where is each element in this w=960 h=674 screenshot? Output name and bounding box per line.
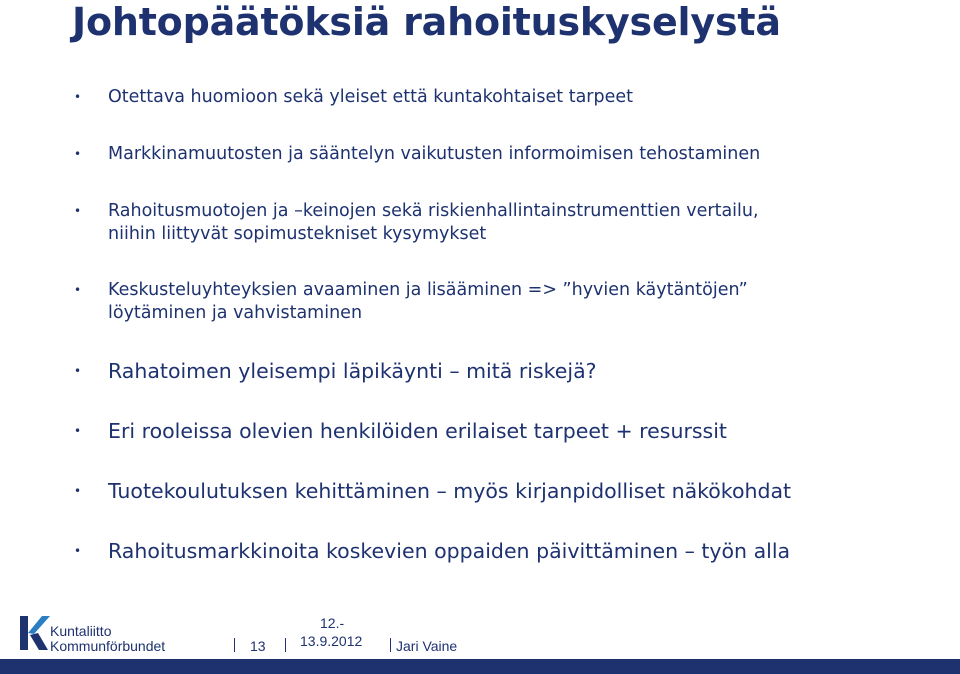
footer-separator: [285, 638, 286, 652]
bullet-text: Otettava huomioon sekä yleiset että kuntakohtaiset tarpeet: [108, 87, 633, 107]
bullet-text: Markkinamuutosten ja sääntelyn vaikutusten informoimisen tehostaminen: [108, 144, 761, 164]
logo-line2: Kommunförbundet: [50, 638, 166, 654]
date-line2: 13.9.2012: [300, 633, 363, 649]
date-line1: 12.-: [320, 615, 345, 631]
bullet-icon: •: [74, 204, 82, 218]
bullet-text: Keskusteluyhteyksien avaaminen ja lisääminen => ”hyvien käytäntöjen”: [108, 280, 748, 300]
footer-bar: [0, 659, 960, 674]
bullet-icon: •: [74, 147, 82, 161]
bullet-text: löytäminen ja vahvistaminen: [108, 303, 363, 323]
bullet-text: Tuotekoulutuksen kehittäminen – myös kirjanpidolliset näkökohdat: [108, 479, 792, 503]
bullet-text: Rahoitusmuotojen ja –keinojen sekä riskienhallintainstrumenttien vertailu,: [108, 201, 759, 221]
slide-title: Johtopäätöksiä rahoituskyselystä: [72, 0, 781, 44]
logo-line1: Kuntaliitto: [50, 623, 112, 639]
bullet-item: [74, 86, 633, 109]
logo-text: [50, 624, 165, 654]
bullet-text: Eri rooleissa olevien henkilöiden erilaiset tarpeet + resurssit: [108, 419, 727, 443]
bullet-text: niihin liittyvät sopimustekniset kysymykset: [108, 224, 487, 244]
bullet-item: [74, 279, 748, 325]
bullet-icon: •: [74, 544, 82, 558]
bullet-text: Rahatoimen yleisempi läpikäynti – mitä riskejä?: [108, 359, 597, 383]
author: Jari Vaine: [396, 638, 458, 654]
bullet-item: [74, 478, 792, 504]
page-number: 13: [250, 638, 266, 654]
bullet-item: [74, 538, 791, 564]
bullet-item: [74, 200, 759, 246]
bullet-icon: •: [74, 484, 82, 498]
bullet-icon: •: [74, 283, 82, 297]
bullet-item: [74, 358, 597, 384]
bullet-icon: •: [74, 90, 82, 104]
footer-separator: [234, 638, 235, 652]
bullet-item: [74, 418, 727, 444]
bullet-text: Rahoitusmarkkinoita koskevien oppaiden päivittäminen – työn alla: [108, 539, 791, 563]
bullet-icon: •: [74, 424, 82, 438]
footer-separator: [390, 638, 391, 652]
bullet-item: [74, 143, 761, 166]
bullet-icon: •: [74, 364, 82, 378]
